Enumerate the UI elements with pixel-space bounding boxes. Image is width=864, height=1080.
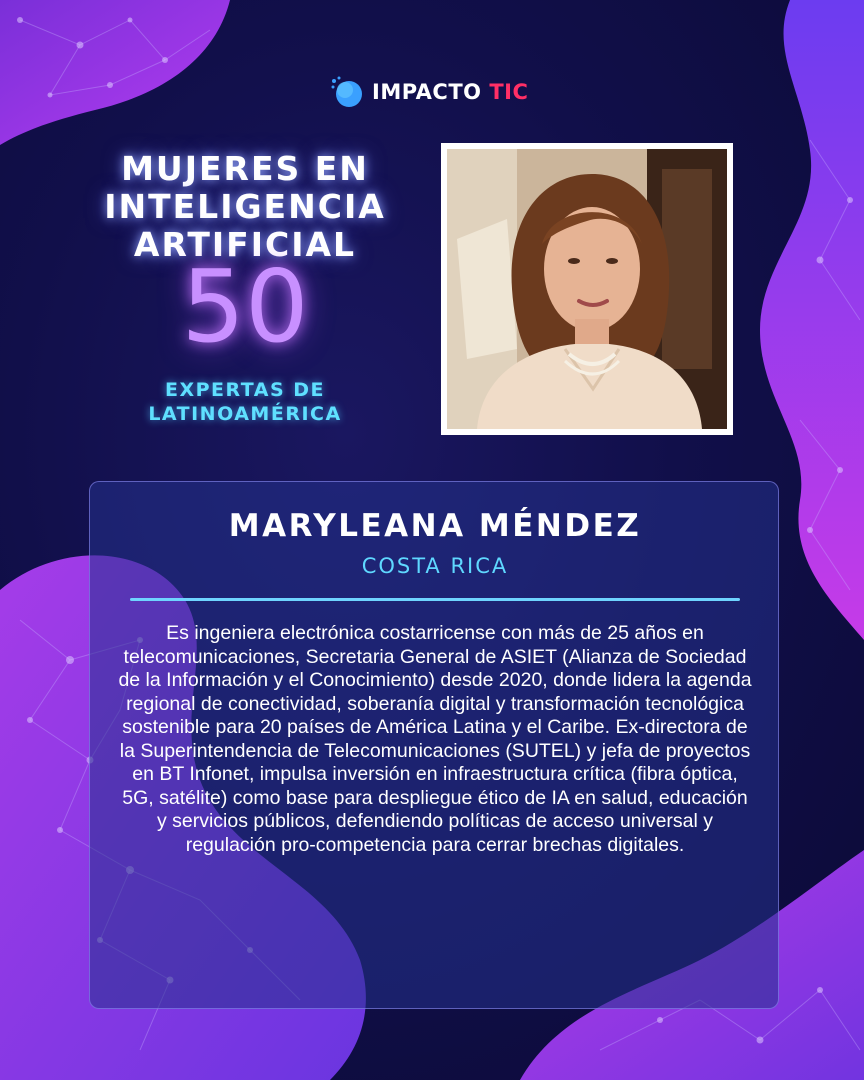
experts-count: 50 — [181, 248, 309, 365]
subtitle-line-1: EXPERTAS DE — [164, 379, 326, 401]
profile-photo — [441, 143, 733, 435]
title-line-3: ARTIFICIAL — [133, 225, 357, 264]
subtitle-line-2: LATINOAMÉRICA — [148, 403, 342, 425]
title-line-1: MUJERES EN — [121, 149, 369, 188]
portrait-image — [447, 149, 727, 429]
logo-text — [372, 80, 528, 104]
logo-globe-icon — [330, 75, 364, 109]
campaign-subtitle — [60, 378, 430, 426]
profile-bio: Es ingeniera electrónica costarricense con más de 25 años en telecomunicaciones, Secretaria General de ASIET (Alianza de Sociedad de la Información y el Conocimiento) desde 2020, donde lidera la agenda regional de conectividad, soberanía digital y transformación tecnológica sostenible para 20 países de América Latina y el Caribe. Ex-directora de la Superintendencia de Telecomunicaciones (SUTEL) y jefa de proyectos en BT Infonet, impulsa inversión en infraestructura crítica (fibra óptica, 5G, satélite) como base para despliegue ético de IA en salud, educación y servicios públicos, defendiendo políticas de acceso universal y regulación pro-competencia para cerrar brechas digitales. — [118, 622, 752, 856]
card-divider — [130, 598, 740, 601]
logo-text-main: IMPACTO — [372, 80, 482, 104]
profile-card — [89, 481, 779, 1009]
campaign-title — [60, 150, 430, 264]
profile-country: COSTA RICA — [361, 554, 509, 578]
brand-logo — [330, 72, 528, 112]
title-line-2: INTELIGENCIA — [104, 187, 386, 226]
profile-name: MARYLEANA MÉNDEZ — [228, 508, 642, 544]
logo-text-accent: TIC — [489, 80, 529, 104]
